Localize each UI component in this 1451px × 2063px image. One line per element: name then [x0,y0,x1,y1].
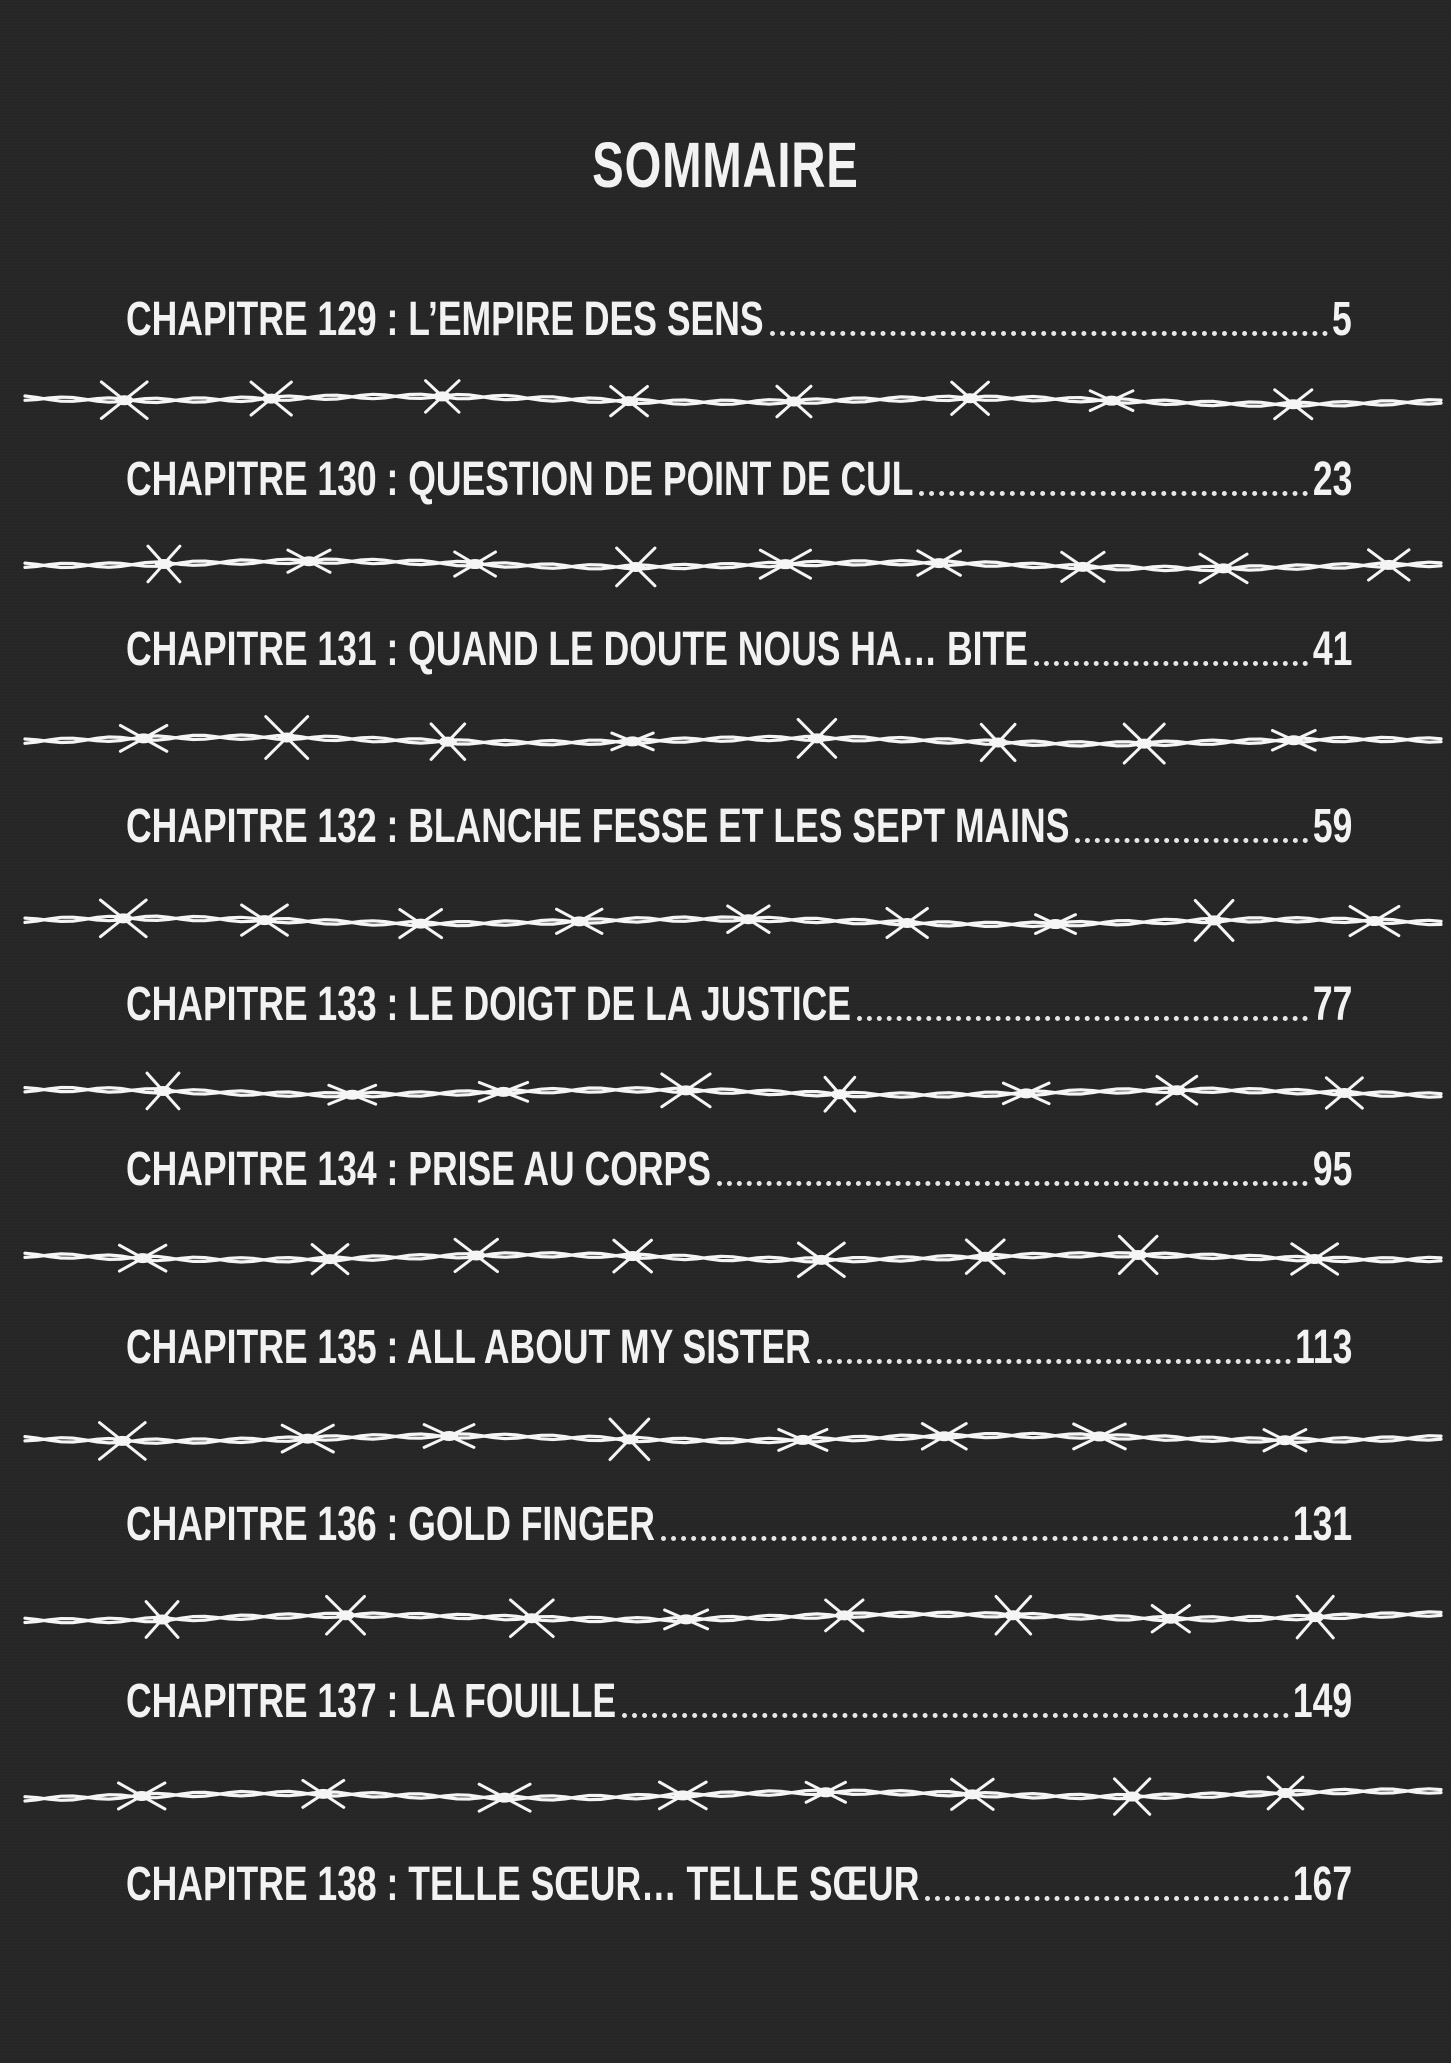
barbed-wire-divider [0,880,1451,960]
page-number: 131 [1292,1498,1352,1551]
dot-leader [770,331,1329,336]
page-number: 113 [1294,1321,1352,1374]
page-number: 149 [1292,1675,1352,1728]
page-number: 77 [1312,978,1352,1031]
barbed-wire-divider [0,1220,1451,1300]
barbed-wire-divider [0,700,1451,780]
barbed-wire-divider [0,1578,1451,1658]
barbed-wire-divider [0,1400,1451,1480]
barbed-wire-divider [0,1050,1451,1130]
toc-entry[interactable] [126,1672,1352,1732]
dot-leader [1034,661,1309,666]
toc-entry[interactable] [126,975,1352,1035]
toc-entry[interactable] [126,290,1352,350]
dot-leader [622,1713,1289,1718]
toc-entry[interactable] [126,620,1352,680]
toc-entry[interactable] [126,1855,1352,1915]
page-number: 23 [1312,453,1352,506]
chapter-title: CHAPITRE 133 : LE DOIGT DE LA JUSTICE [126,978,851,1031]
chapter-title: CHAPITRE 129 : L’EMPIRE DES SENS [126,293,764,346]
toc-entry[interactable] [126,797,1352,857]
dot-leader [857,1016,1309,1021]
page-number: 95 [1312,1143,1352,1196]
chapter-title: CHAPITRE 138 : TELLE SŒUR… TELLE SŒUR [126,1858,920,1911]
dot-leader [817,1359,1291,1364]
barb-icon [1074,1424,1126,1449]
chapter-title: CHAPITRE 131 : QUAND LE DOUTE NOUS HA… BITE [126,623,1028,676]
chapter-title: CHAPITRE 134 : PRISE AU CORPS [126,1143,711,1196]
barbed-wire-divider [0,525,1451,605]
page-number: 5 [1332,293,1352,346]
barb-icon [329,1085,376,1104]
page-number: 167 [1292,1858,1352,1911]
chapter-title: CHAPITRE 130 : QUESTION DE POINT DE CUL [126,453,914,506]
dot-leader [717,1181,1309,1186]
chapter-title: CHAPITRE 135 : ALL ABOUT MY SISTER [126,1321,811,1374]
dot-leader [1075,838,1308,843]
toc-entry[interactable] [126,1140,1352,1200]
chapter-title: CHAPITRE 136 : GOLD FINGER [126,1498,655,1551]
dot-leader [919,491,1308,496]
toc-entry[interactable] [126,1318,1352,1378]
barbed-wire-divider [0,1755,1451,1835]
page-number: 41 [1312,623,1352,676]
toc-entry[interactable] [126,1495,1352,1555]
dot-leader [661,1536,1289,1541]
chapter-title: CHAPITRE 137 : LA FOUILLE [126,1675,617,1728]
page-number: 59 [1312,800,1352,853]
dot-leader [925,1896,1288,1901]
barbed-wire-divider [0,355,1451,435]
chapter-title: CHAPITRE 132 : BLANCHE FESSE ET LES SEPT MAINS [126,800,1070,853]
toc-entry[interactable] [126,450,1352,510]
page-title: SOMMAIRE [592,129,859,201]
